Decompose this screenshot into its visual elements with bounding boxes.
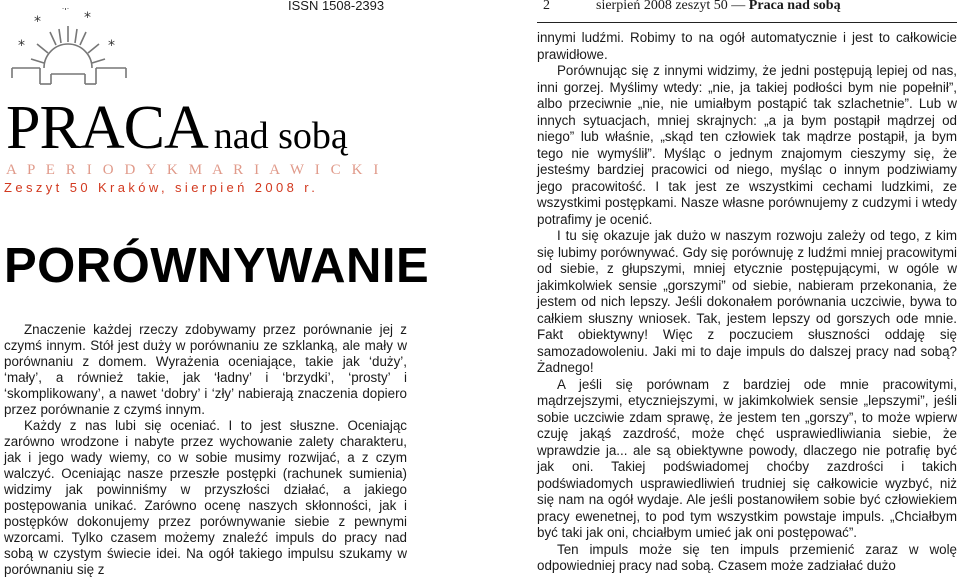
article-title: PORÓWNYWANIE [4,239,430,293]
magazine-title-sub: nad sobą [213,115,348,157]
magazine-subtitle: A P E R I O D Y K M A R I A W I C K I [6,162,383,178]
svg-text:*: * [84,10,91,26]
paragraph: innymi ludźmi. Robimy to na ogół automatycznie i jest to całkowicie prawidłowe. [537,30,957,62]
svg-text:*: * [18,38,25,54]
article-body-left [4,322,407,578]
running-head-date: sierpień 2008 zeszyt 50 [596,0,728,13]
paragraph: I tu się okazuje jak dużo w naszym rozwoju zależy od tego, z kim się lubimy porównywać. Gdy się porównuję z ludźmi mniej pracowitymi od siebie, z głupszymi, mniej etycznie postępującymi, w ogóle w jakimkolwiek sensie „gorszymi” od siebie, nabieram przekonania, że jestem od nich lepszy. Jeśli dokonałem porównania uczciwie, bywa to całkiem słuszny wniosek. Tak, jestem lepszy od gorszych ode mnie. Fakt obiektywny! Więc z poczuciem słuszności oddaję się samozadowoleniu. Jaki mi to daje impuls do dalszej pracy nad sobą? Żadnego! [537,228,957,375]
sun-stars-logo-icon [4,8,132,88]
paragraph: Każdy z nas lubi się oceniać. I to jest słuszne. Oceniając zarówno wrodzone i nabyte przez wychowanie zalety charakteru, jak i jego wady wiemy, co w sobie musimy rozwijać, a z czym walczyć. Oceniając nasze przeszłe postępki (rachunek sumienia) widzimy jak powinniśmy w przyszłości działać, a jakiego postępowania unikać. Zarówno ocenę naszych skłonności, jak i postępków dokonujemy przez porównywanie siebie z pewnymi wzorcami. Tylko czasem możemy znaleźć impuls do pracy nad sobą w czystym świecie idei. Na ogół takiego impulsu szukamy w porównaniu się z [4,418,407,577]
right-column: 2 sierpień 2008 zeszyt 50 — Praca nad sobą innymi ludźmi. Robimy to na ogół automatycznie i jest to całkowicie prawidłowe. Porównując się z innymi widzimy, że jedni postępują lepiej od nas, inni gorzej. Myślimy wtedy: „nie, ja takiej podłości bym nie popełnił”, albo przeciwnie „nie, nie umiałbym postąpić tak szlachetnie”. Lub w innych sytuacjach, mniej skrajnych: „a ja bym postąpił mądrzej od niego” lub właśnie, „skąd ten człowiek tak mądrze postąpił, ja bym tego nie wymyślił”. Myśląc o jednym znajomym cieszymy się, że jesteśmy bardziej pracowici od niego, myśląc o innym podziwiamy jego pracowitość. I tak jest ze wszystkimi cechami ludzkimi, ze wszystkimi postępkami. Nasze własne porównujemy z cudzymi i wtedy potrafimy je ocenić. I tu się okazuje jak dużo w naszym rozwoju zależy od tego, z kim się lubimy porównywać. Gdy się porównuję z ludźmi mniej pracowitymi od siebie, z głupszymi, mniej etycznie postępującymi, w ogóle w jakimkolwiek sensie „gorszymi” od siebie, nabieram przekonania, że jestem od nich lepszy. Jeśli dokonałem porównania uczciwie, bywa to całkiem słuszny wniosek. Tak, jestem lepszy od gorszych ode mnie. Fakt obiektywny! Więc z poczuciem słuszności oddaję się samozadowoleniu. Jaki mi to daje impuls do dalszej pracy nad sobą? Żadnego! A jeśli się porównam z bardziej ode mnie pracowitymi, mądrzejszymi, etyczniejszymi, w jakimkolwiek sensie „lepszymi”, jeśli sobie uczciwie zdam sprawę, że jestem ten „gorszy”, to może wpierw czuję jakąś zazdrość, może chęć usprawiedliwiania siebie, że wprawdzie ja... ale są obiektywne powody, dlaczego nie potrafię być jak oni. Takiej podświadomej choćby zazdrości i takich podświadomych usprawiedliwień trudniej się całkowicie wyzbyć, niż się nam na ogół wydaje. Ale jeśli postanowiłem sobie być człowiekiem pracy ewenetnej, to pod tym wszystkim powstaje impuls. „Chciałbym być taki jak oni, chciałbym umieć jak oni postępować”. Ten impuls może się ten impuls przemienić zaraz w wolę odpowiedniej pracy nad sobą. Czasem może zadziałać dużo [537,0,957,573]
svg-text:*: * [62,8,69,18]
paragraph: Znaczenie każdej rzeczy zdobywamy przez porównanie jej z czymś innym. Stół jest duży w porównaniu ze szklanką, ale mały w porównaniu z domem. Wyrażenia oceniające, takie jak ‘duży’, ‘mały’, a również takie, jak ‘ładny’ i ‘brzydki’, ‘prosty’ i ‘skomplikowany’, a nawet ‘dobry’ i ‘zły’ nabierają znaczenia dopiero przez porównanie z czymś innym. [4,322,407,417]
running-head-title: Praca nad sobą [748,0,841,13]
svg-text:*: * [34,14,41,30]
page-number: 2 [543,0,550,13]
issue-line: Zeszyt 50 Kraków, sierpień 2008 r. [4,180,319,195]
left-column [0,0,478,577]
header-rule [537,22,957,23]
magazine-title [6,93,348,164]
article-body-right [537,30,957,575]
magazine-title-main: PRACA [6,94,208,162]
paragraph: Ten impuls może się ten impuls przemienić zaraz w wolę odpowiedniej pracy nad sobą. Czasem może zadziałać dużo [537,541,957,573]
svg-text:*: * [108,38,115,54]
issn-number: ISSN 1508-2393 [288,0,385,13]
paragraph: A jeśli się porównam z bardziej ode mnie pracowitymi, mądrzejszymi, etyczniejszymi, w jakimkolwiek sensie „lepszymi”, jeśli sobie uczciwie zdam sprawę, że jestem ten „gorszy”, to może wpierw czuję jakąś zazdrość, może chęć usprawiedliwiania siebie, że wprawdzie ja... ale są obiektywne powody, dlaczego nie potrafię być jak oni. Takiej podświadomej choćby zazdrości i takich podświadomych usprawiedliwień trudniej się całkowicie wyzbyć, niż się nam na ogół wydaje. Ale jeśli postanowiłem sobie być człowiekiem pracy ewenetnej, to pod tym wszystkim powstaje impuls. „Chciałbym być taki jak oni, chciałbym umieć jak oni postępować”. [537,376,957,540]
paragraph: Porównując się z innymi widzimy, że jedni postępują lepiej od nas, inni gorzej. Myślimy wtedy: „nie, ja takiej podłości bym nie popełnił”, albo przeciwnie „nie, nie umiałbym postąpić tak szlachetnie”. Lub w innych sytuacjach, mniej skrajnych: „a ja bym postąpił mądrzej od niego” lub właśnie, „skąd ten człowiek tak mądrze postąpił, ja bym tego nie wymyślił”. Myśląc o jednym znajomym cieszymy się, że jesteśmy bardziej pracowici od niego, myśląc o innym podziwiamy jego pracowitość. I tak jest ze wszystkimi cechami ludzkimi, ze wszystkimi postępkami. Nasze własne porównujemy z cudzymi i wtedy potrafimy je ocenić. [537,63,957,227]
